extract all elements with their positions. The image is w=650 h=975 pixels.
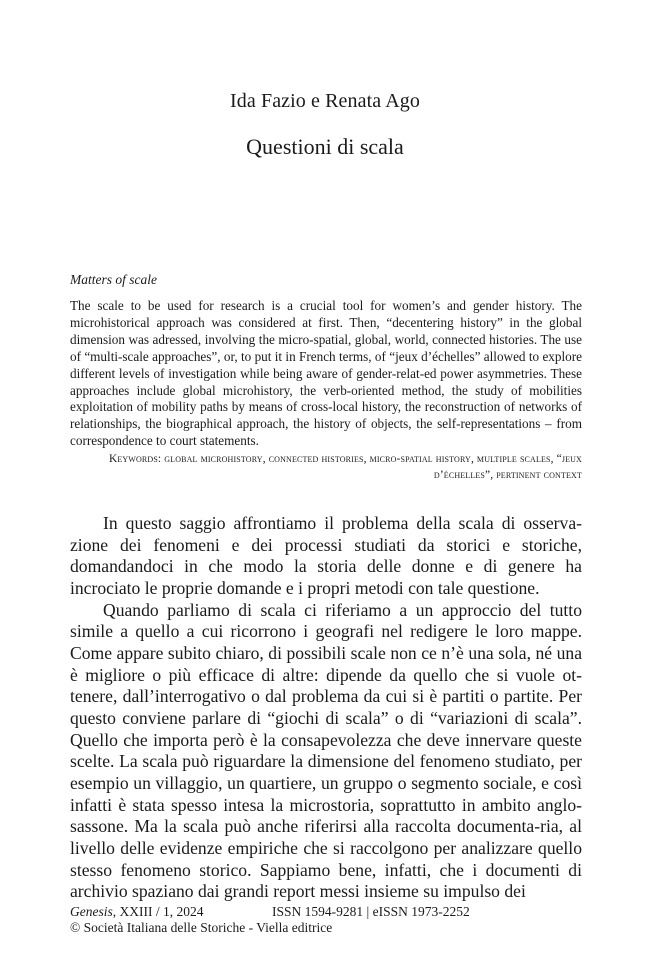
article-authors: Ida Fazio e Renata Ago (230, 90, 420, 112)
footer-publisher: © Società Italiana delle Storiche - Viella editrice (70, 919, 333, 935)
article-title: Questioni di scala (246, 134, 404, 159)
article-body (70, 513, 582, 903)
footer-issn: ISSN 1594-9281 | eISSN 1973-2252 (272, 904, 470, 919)
abstract-heading: Matters of scale (70, 272, 157, 287)
body-paragraph-1: In questo saggio affrontiamo il problema della scala di osserva-zione dei fenomeni e dei processi studiati da storici e storiche, domandandoci in che modo la storia delle donne e di genere ha incrociato le proprie domande e i propri metodi con tale questione. (70, 513, 582, 598)
abstract-text: The scale to be used for research is a crucial tool for women’s and gender history. The microhistorical approach was considered at first. Then, “decentering history” in the global dimension was adressed, involving the micro-spatial, global, world, connected histories. The use of “multi-scale approaches”, or, to put it in French terms, of “jeux d’échelles” allowed to explore different levels of investigation while being aware of gender-relat-ed power asymmetries. These approaches include global microhistory, the verb-oriented method, the study of mobilities exploitation of mobility paths by means of cross-local history, the reconstruction of networks of relationships, the biographical approach, the history of objects, the self-representations – from correspondence to court statements. (70, 298, 582, 449)
footer-issue: , XXIII / 1, 2024 (112, 904, 204, 919)
body-paragraph-2: Quando parliamo di scala ci riferiamo a un approccio del tutto simile a quello a cui ricorrono i geografi nel redigere le loro mappe. Come appare subito chiaro, di possibili scale non ce n’è una sola, né una è migliore o più efficace di altre: dipende da quello che si vuole ot-tenere, dall’interrogativo o dal problema da cui si è partiti o partite. Per questo conviene parlare di “giochi di scala” o di “variazioni di scala”. Quello che importa però è la consapevolezza che deve innervare queste scelte. La scala può riguardare la dimensione del fenomeno studiato, per esempio un villaggio, un quartiere, un gruppo o segmento sociale, e così infatti è stata spesso intesa la microstoria, soprattutto in ambito anglo-sassone. Ma la scala può anche riferirsi alla raccolta documenta-ria, al livello delle evidenze empiriche che si raccolgono per analizzare quello stesso fenomeno storico. Sappiamo bene, infatti, che i documenti di archivio spaziano dai grandi report messi insieme su impulso dei (70, 599, 582, 902)
footer-journal-name: Genesis (70, 904, 113, 919)
abstract-keywords: Keywords: global microhistory, connected histories, micro-spatial history, multiple scales, “jeux d’échelles”, pertinent context (108, 453, 582, 481)
page-footer (70, 904, 590, 935)
